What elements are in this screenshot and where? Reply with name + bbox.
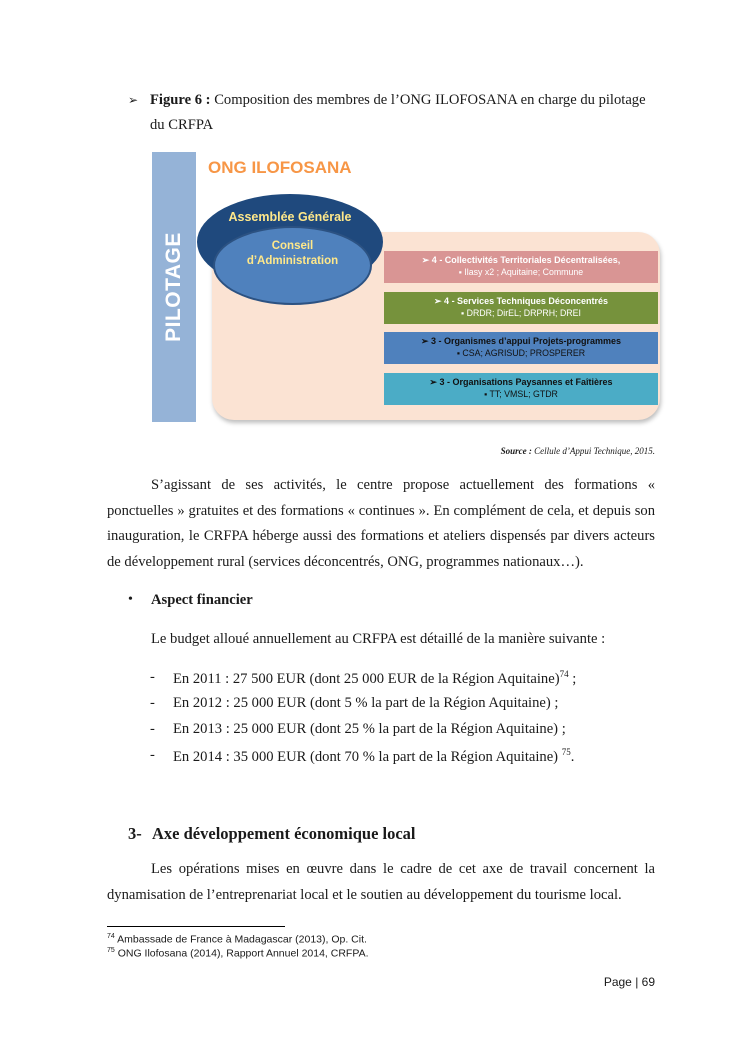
- source-text: Cellule d’Appui Technique, 2015.: [534, 446, 655, 456]
- footnote-number: 74: [107, 933, 115, 940]
- budget-item-text: En 2011 : 27 500 EUR (dont 25 000 EUR de la Région Aquitaine): [173, 670, 560, 687]
- pilotage-label: PILOTAGE: [162, 232, 185, 342]
- member-box-title: ➢ 3 - Organisations Paysannes et Faîtières: [429, 377, 613, 387]
- member-box-detail: ▪ TT; VMSL; GTDR: [484, 389, 558, 399]
- member-box-organisations: [384, 373, 658, 405]
- activities-paragraph: S’agissant de ses activités, le centre propose actuellement des formations « ponctuelles » gratuites et des formations « continues ». En complément de cela, et depuis son inauguration, le CRFPA héberge aussi des formations et ateliers dispensés par divers acteurs de développement rural (services déconcentrés, ONG, programmes nationaux…).: [107, 477, 655, 570]
- footnote-number: 75: [107, 947, 115, 954]
- footnote-text: Ambassade de France à Madagascar (2013), Op. Cit.: [117, 933, 367, 946]
- figure-caption-text: Composition des membres de l’ONG ILOFOSANA en charge du pilotage du CRFPA: [150, 92, 646, 133]
- footnote-74: [107, 933, 367, 946]
- footnote-ref: 75: [561, 747, 571, 757]
- conseil-line-2: d’Administration: [246, 255, 339, 267]
- dash-marker: -: [150, 747, 155, 763]
- figure-label: Figure 6 :: [150, 92, 211, 108]
- budget-item-text: En 2012 : 25 000 EUR (dont 5 % la part de la Région Aquitaine) ;: [173, 695, 559, 711]
- section-number: 3-: [128, 824, 142, 843]
- aspect-financier-heading: Aspect financier: [151, 592, 253, 608]
- footnote-divider: [107, 926, 285, 927]
- bullet-dot-icon: •: [128, 592, 133, 607]
- member-box-detail: ▪ DRDR; DirEL; DRPRH; DREI: [461, 308, 581, 318]
- member-box-detail: ▪ CSA; AGRISUD; PROSPERER: [456, 348, 586, 358]
- ong-title: ONG ILOFOSANA: [208, 158, 352, 177]
- member-box-services: [384, 292, 658, 324]
- member-box-title: ➢ 3 - Organismes d’appui Projets-programmes: [420, 336, 622, 346]
- conseil-administration-shape: [213, 226, 372, 305]
- budget-item-end: ;: [568, 670, 577, 687]
- budget-intro: Le budget alloué annuellement au CRFPA est détaillé de la manière suivante :: [151, 631, 606, 647]
- figure-caption: [128, 88, 648, 138]
- budget-item-end: .: [570, 748, 575, 765]
- member-box-detail: ▪ Ilasy x2 ; Aquitaine; Commune: [458, 267, 584, 277]
- budget-item-text: En 2014 : 35 000 EUR (dont 70 % la part de la Région Aquitaine): [173, 748, 559, 765]
- budget-item-text: En 2013 : 25 000 EUR (dont 25 % la part de la Région Aquitaine) ;: [173, 721, 566, 737]
- footnote-75: [107, 947, 369, 960]
- page-number: Page | 69: [603, 975, 655, 989]
- figure-source: [420, 446, 655, 456]
- member-box-title: ➢ 4 - Services Techniques Déconcentrés: [434, 296, 608, 306]
- conseil-administration-label: [215, 239, 370, 269]
- member-box-collectivites: [384, 251, 658, 283]
- member-box-title: ➢ 4 - Collectivités Territoriales Décentralisées,: [421, 255, 621, 265]
- dash-marker: -: [150, 721, 155, 737]
- footnote-text: ONG Ilofosana (2014), Rapport Annuel 2014, CRFPA.: [117, 947, 369, 960]
- dash-marker: -: [150, 669, 155, 685]
- assemblee-generale-label: Assemblée Générale: [228, 210, 352, 224]
- dash-marker: -: [150, 695, 155, 711]
- conseil-line-1: Conseil: [271, 240, 314, 252]
- organization-diagram: [150, 150, 665, 430]
- section-paragraph: Les opérations mises en œuvre dans le cadre de cet axe de travail concernent la dynamisation de l’entreprenariat local et le soutien au développement du tourisme local.: [107, 861, 655, 903]
- footnote-ref: 74: [559, 669, 569, 679]
- source-label: Source :: [500, 446, 532, 456]
- member-box-organismes: [384, 332, 658, 364]
- section-title: Axe développement économique local: [152, 824, 416, 843]
- arrow-bullet-icon: ➢: [128, 93, 139, 107]
